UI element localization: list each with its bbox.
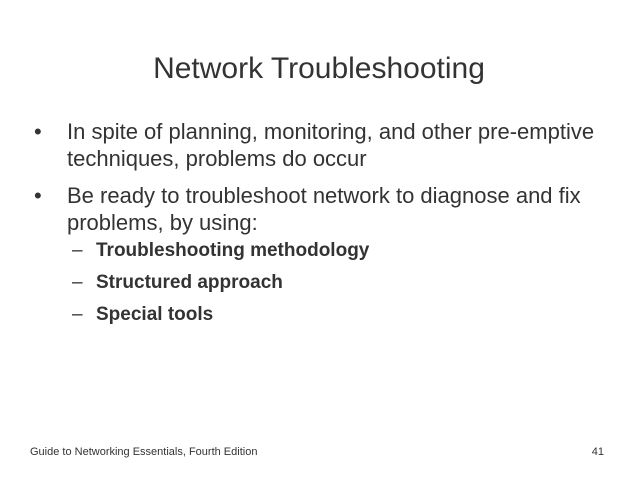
dash-icon: – [72,304,83,325]
dash-icon: – [72,240,83,261]
bullet-list [34,118,614,336]
bullet-text: Be ready to troubleshoot network to diagnose and fix problems, by using: [67,183,581,235]
sub-bullet-text: Special tools [96,304,214,325]
bullet-icon: • [34,183,42,208]
sub-bullet-item [34,272,614,294]
bullet-item [34,182,614,236]
sub-bullet-list [34,240,614,326]
dash-icon: – [72,272,83,293]
footer-page-number: 41 [591,446,604,458]
slide-title: Network Troubleshooting [153,52,485,85]
sub-bullet-item [34,304,614,326]
bullet-item [34,118,614,172]
bullet-text: In spite of planning, monitoring, and other pre-emptive techniques, problems do occur [67,119,595,171]
bullet-icon: • [34,119,42,144]
sub-bullet-text: Troubleshooting methodology [96,240,370,261]
footer-book-title: Guide to Networking Essentials, Fourth Edition [30,446,258,458]
sub-bullet-item [34,240,614,262]
sub-bullet-text: Structured approach [96,272,283,293]
